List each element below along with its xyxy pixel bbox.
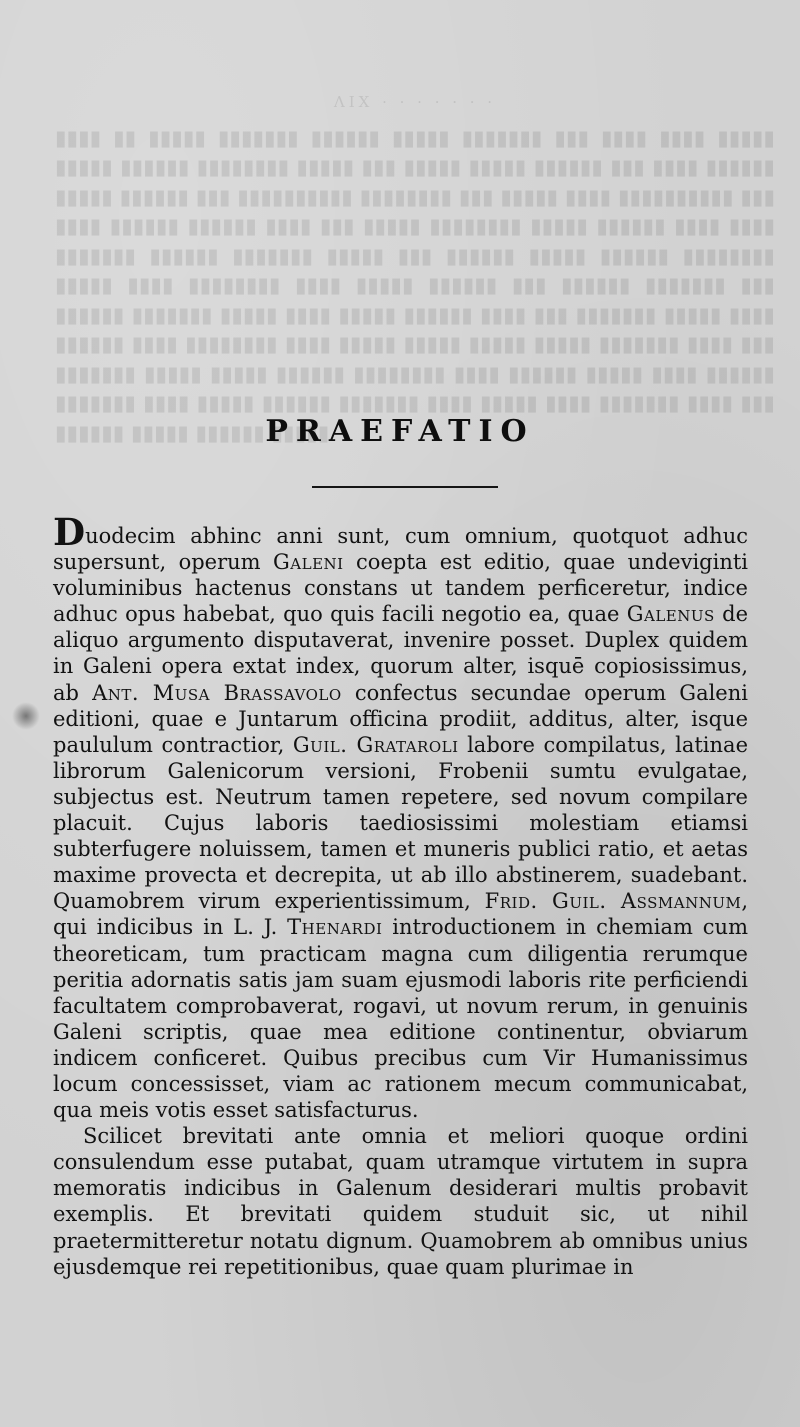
name-small-caps: Ant. Musa Brassavolo (92, 680, 342, 705)
text-segment: de aliquo argumento disputaverat, invenire posset. Duplex quidem in Galeni opera extat index, quorum alter, isquē copiosissimus, ab (53, 602, 748, 705)
name-small-caps: Galenus (626, 602, 715, 627)
text-segment: , qui indicibus in L. J. (53, 889, 749, 940)
paragraph-2: Scilicet brevitati ante omnia et meliori quoque ordini consulendum esse putabat, quam utramque virtutem in supra memoratis indicibus in Galenum desiderari multis probavit exemplis. Et brevitati quidem studuit sic, ut nihil praetermitteretur notatu dignum. Quamobrem ab omnibus unius ejusdemque rei repetitionibus, quae quam plurimae in (53, 1124, 748, 1279)
text-segment: labore compilatus, latinae librorum Galenicorum versioni, Frobenii sumtu evulgatae, subjectus est. Neutrum tamen repetere, sed novum compilare placuit. Cujus laboris taediosissimi molestiam etiamsi subterfugere noluissem, tamen et muneris publici ratio, et aetas maxime provecta et decrepita, ut ab illo abstinerem, suadebant. Quamobrem virum experientissimum, (53, 732, 748, 914)
main-text (53, 510, 749, 1280)
text-segment: uodecim abhinc anni sunt, cum omnium, quotquot adhuc supersunt, operum (53, 524, 748, 575)
drop-cap: D (53, 510, 86, 554)
name-small-caps: Guil. Grataroli (292, 732, 459, 757)
text-segment: confectus secundae operum Galeni editioni, quae e Juntarum officina prodiit, additus, alter, isque paululum contractior, (53, 680, 748, 757)
name-small-caps: Thenardi (287, 915, 383, 940)
paragraph-1 (53, 510, 749, 1123)
show-through-texture: ΛIX · · · · · · · ▮▮▮▮ ▮▮ ▮▮▮▮▮ ▮▮▮▮▮▮▮ ▮▮▮▮▮▮ ▮▮▮▮▮ ▮▮▮▮▮▮▮ ▮▮▮ ▮▮▮▮ ▮▮▮▮ ▮▮▮▮▮ ▮▮▮▮▮ ▮▮▮▮▮▮ ▮▮▮▮▮▮▮▮ ▮▮▮▮▮ ▮▮▮ ▮▮▮▮▮ ▮▮▮▮▮ ▮▮▮▮▮▮ ▮▮▮ ▮▮▮▮ ▮▮▮▮▮▮ ▮▮▮▮▮ ▮▮▮▮▮▮ ▮▮▮ ▮▮▮▮▮▮▮▮▮▮ ▮▮▮▮▮▮▮▮ ▮▮▮ ▮▮▮▮▮ ▮▮▮▮ ▮▮▮▮▮▮▮▮▮▮ ▮▮▮ ▮▮▮▮ ▮▮▮▮▮▮ ▮▮▮▮▮▮ ▮▮▮▮ ▮▮▮ ▮▮▮▮▮ ▮▮▮▮▮▮▮▮ ▮▮▮▮▮ ▮▮▮▮▮▮ ▮▮▮▮ ▮▮▮▮ ▮▮▮▮▮▮▮ ▮▮▮▮▮▮ ▮▮▮▮▮▮▮ ▮▮▮▮▮ ▮▮▮ ▮▮▮▮▮▮ ▮▮▮▮▮ ▮▮▮▮▮▮ ▮▮▮▮▮▮▮▮ ▮▮▮▮▮ ▮▮▮▮ ▮▮▮▮▮▮▮▮ ▮▮▮▮ ▮▮▮▮▮ ▮▮▮▮▮▮ ▮▮▮ ▮▮▮▮▮▮ ▮▮▮▮▮▮▮ ▮▮▮ ▮▮▮▮▮▮ ▮▮▮▮▮▮▮ ▮▮▮▮▮ ▮▮▮▮ ▮▮▮▮▮ ▮▮▮▮▮▮ ▮▮▮▮ ▮▮▮ ▮▮▮▮▮▮▮ ▮▮▮▮▮ ▮▮▮▮ ▮▮▮▮▮▮ ▮▮▮▮ ▮▮▮▮▮▮▮▮ ▮▮▮▮ ▮▮▮▮▮ ▮▮▮▮▮ ▮▮▮▮▮ ▮▮▮▮▮ ▮▮▮▮▮▮▮ ▮▮▮▮ ▮▮▮ ▮▮▮▮▮▮▮ ▮▮▮▮▮ ▮▮▮▮▮ ▮▮▮▮▮▮ ▮▮▮▮▮▮▮▮ ▮▮▮▮ ▮▮▮▮▮▮ ▮▮▮▮▮ ▮▮▮▮ ▮▮▮▮▮▮ ▮▮▮▮▮▮▮ ▮▮▮▮ ▮▮▮▮▮ ▮▮▮▮▮▮ ▮▮▮▮▮▮▮ ▮▮▮▮ ▮▮▮▮▮ ▮▮▮▮ ▮▮▮▮▮▮▮ ▮▮▮▮ ▮▮▮ ▮▮▮▮▮▮ ▮▮▮▮▮ ▮▮▮▮▮▮ ▮▮▮▮▮ (55, 93, 775, 445)
name-small-caps: Galeni (273, 550, 344, 575)
text-segment: coepta est editio, quae undeviginti voluminibus hactenus constans ut tandem perficeretur, indice adhuc opus habebat, quo quis facili negotio ea, quae (53, 550, 748, 627)
ink-smudge (12, 702, 40, 730)
title-rule (312, 486, 498, 488)
text-segment: introductionem in chemiam cum theoreticam, tum practicam magna cum diligentia rerumque peritia adornatis satis jam suam ejusmodi laboris rite perficiendi facultatem comprobaverat, rogavi, ut novum rerum, in genuinis Galeni scriptis, quae mea editione continentur, obviarum indicem conficeret. Quibus precibus cum Vir Humanissimus locum concessisset, viam ac rationem mecum communicabat, qua meis votis esset satisfacturus. (53, 915, 748, 1123)
page-title: PRAEFATIO (265, 414, 535, 449)
name-small-caps: Frid. Guil. Assmannum (484, 889, 742, 914)
